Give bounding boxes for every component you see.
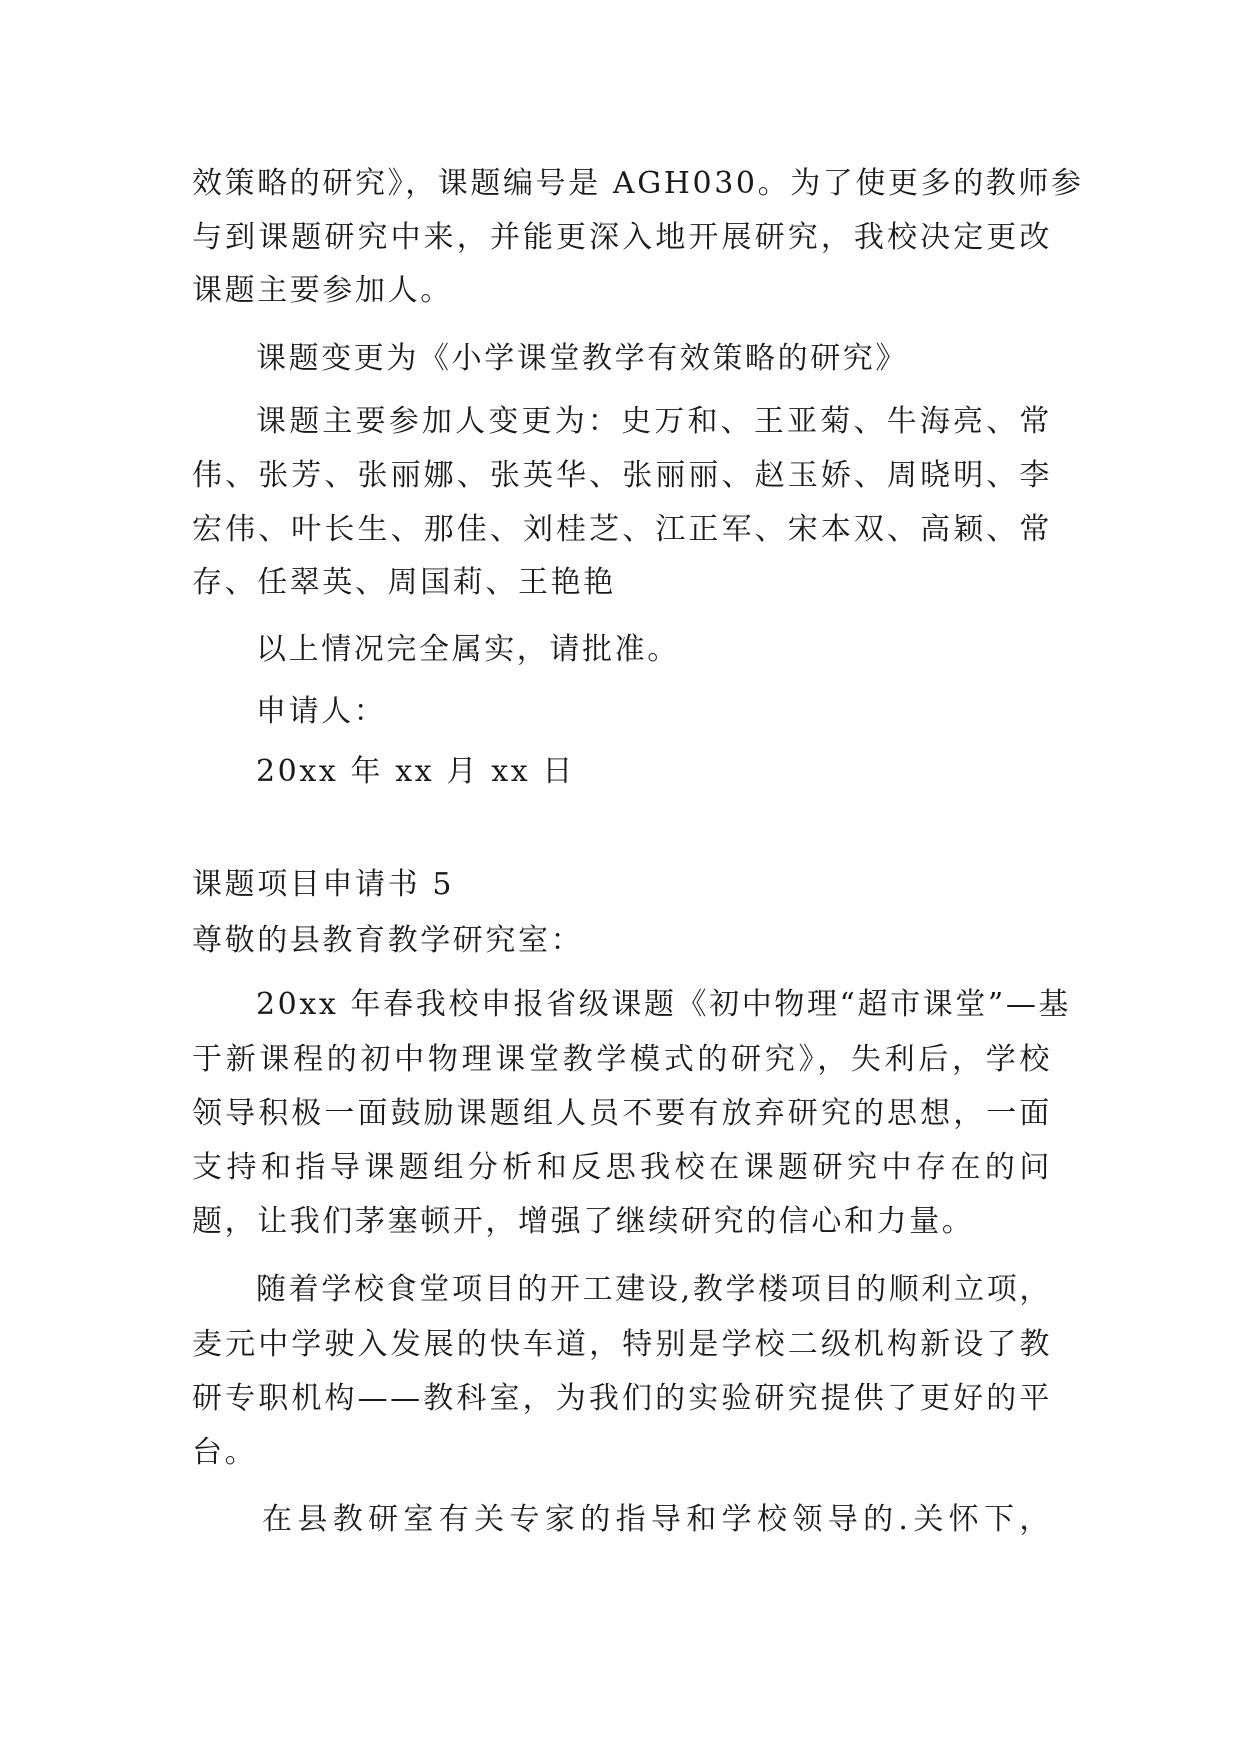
paragraph-line: 课题变更为《小学课堂教学有效策略的研究》 [256, 341, 908, 376]
paragraph-line: 课题主要参加人变更为：史万和、王亚菊、牛海亮、常 [256, 404, 1052, 439]
paragraph-line: 宏伟、叶长生、那佳、刘桂芝、江正军、宋本双、高颖、常 [192, 512, 1052, 547]
paragraph-line: 麦元中学驶入发展的快车道，特别是学校二级机构新设了教 [192, 1327, 1052, 1362]
paragraph-line: 研专职机构——教科室，为我们的实验研究提供了更好的平 [192, 1381, 1052, 1416]
date-line: 20xx 年 xx 月 xx 日 [256, 754, 575, 789]
applicant-label: 申请人： [256, 694, 387, 729]
paragraph-line: 题，让我们茅塞顿开，增强了继续研究的信心和力量。 [192, 1204, 975, 1239]
paragraph-line: 课题主要参加人。 [192, 273, 453, 308]
salutation: 尊敬的县教育教学研究室： [192, 923, 584, 958]
paragraph-line: 与到课题研究中来，并能更深入地开展研究，我校决定更改 [192, 220, 1052, 255]
paragraph-line: 存、任翠英、周国莉、王艳艳 [192, 565, 616, 600]
section-heading: 课题项目申请书 5 [192, 867, 455, 902]
paragraph-line: 台。 [192, 1435, 258, 1470]
paragraph-line: 伟、张芳、张丽娜、张英华、张丽丽、赵玉娇、周晓明、李 [192, 458, 1052, 493]
paragraph-line: 随着学校食堂项目的开工建设,教学楼项目的顺利立项， [256, 1272, 1052, 1307]
paragraph-line: 支持和指导课题组分析和反思我校在课题研究中存在的问 [192, 1150, 1052, 1185]
paragraph-line: 于新课程的初中物理课堂教学模式的研究》，失利后，学校 [192, 1042, 1052, 1077]
paragraph-line: 20xx 年春我校申报省级课题《初中物理“超市课堂”—基 [256, 987, 1072, 1022]
paragraph-line: 效策略的研究》，课题编号是 AGH030。为了使更多的教师参 [192, 166, 1084, 201]
paragraph-line: 领导积极一面鼓励课题组人员不要有放弃研究的思想，一面 [192, 1096, 1052, 1131]
paragraph-line: 以上情况完全属实，请批准。 [256, 632, 680, 667]
paragraph-line: 在县教研室有关专家的指导和学校领导的.关怀下， [262, 1502, 1052, 1537]
